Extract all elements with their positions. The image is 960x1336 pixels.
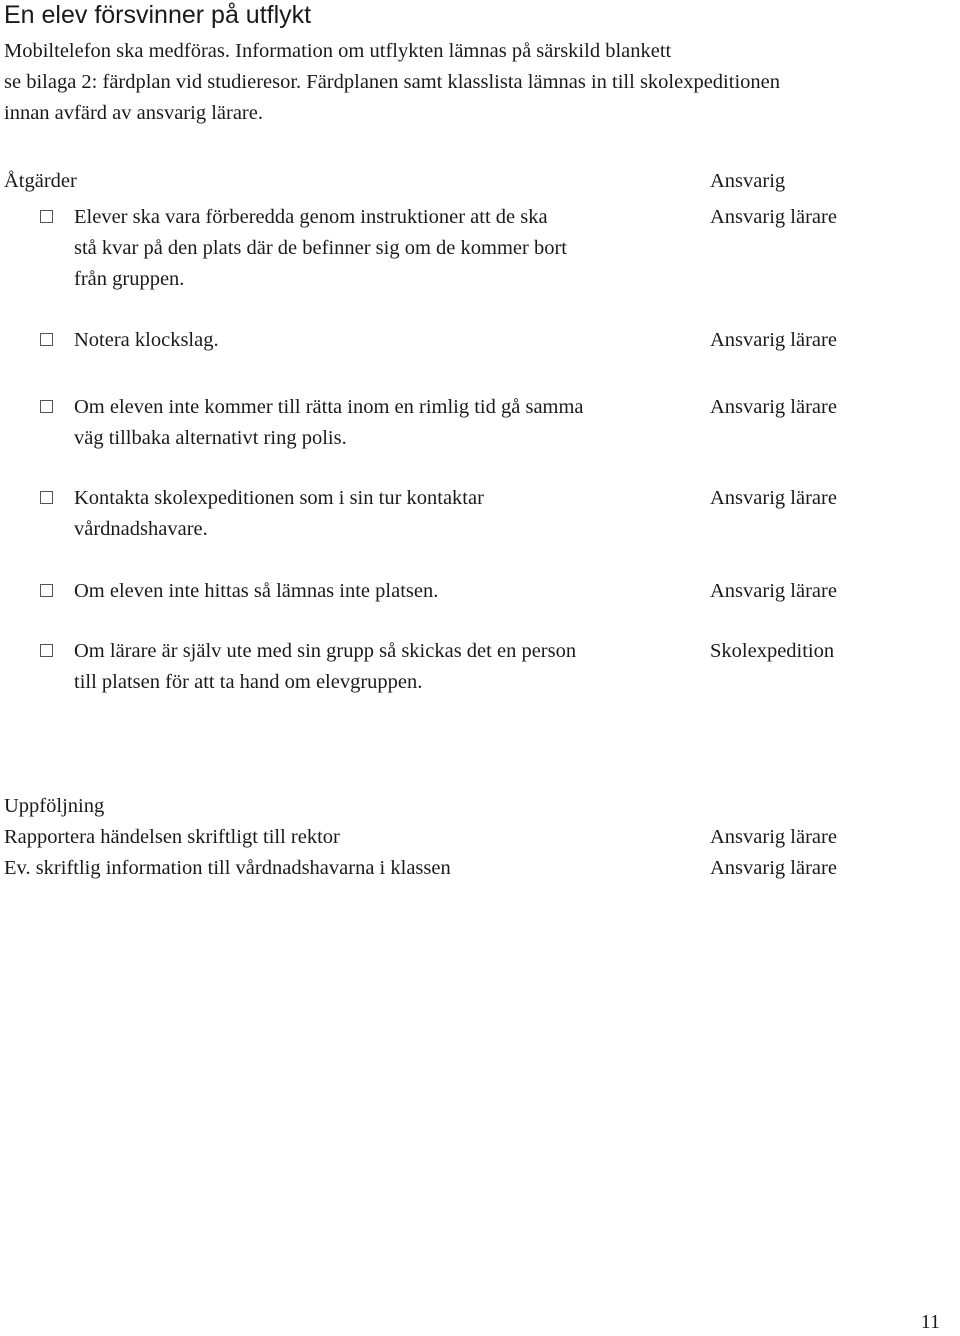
follow-up-row-responsible: Ansvarig lärare: [710, 826, 837, 848]
action-responsible: Skolexpedition: [710, 640, 835, 662]
checkbox-icon: [40, 491, 53, 504]
checkbox-icon: [40, 584, 53, 597]
follow-up-row-text: Rapportera händelsen skriftligt till rektor: [4, 826, 340, 848]
page-title: En elev försvinner på utflykt: [4, 1, 312, 29]
follow-up-heading: Uppföljning: [4, 795, 105, 817]
action-item-text: Om lärare är själv ute med sin grupp så skickas det en person till platsen för att ta hand om elevgruppen.: [74, 640, 577, 693]
follow-up-row-responsible: Ansvarig lärare: [710, 857, 837, 879]
action-responsible: Ansvarig lärare: [710, 206, 837, 228]
action-item-text: Elever ska vara förberedda genom instruktioner att de ska stå kvar på den plats där de befinner sig om de kommer bort från gruppen.: [74, 206, 567, 290]
checkbox-icon: [40, 333, 53, 346]
checkbox-icon: [40, 400, 53, 413]
page-number: 11: [920, 1311, 940, 1333]
checkbox-icon: [40, 210, 53, 223]
action-responsible: Ansvarig lärare: [710, 396, 837, 418]
intro-paragraph: [4, 36, 944, 129]
intro-line: Mobiltelefon ska medföras. Information om utflykten lämnas på särskild blankett: [4, 40, 672, 62]
action-item-text: Notera klockslag.: [74, 329, 219, 351]
actions-heading: Åtgärder: [4, 170, 77, 192]
action-responsible: Ansvarig lärare: [710, 329, 837, 351]
action-item-text: Om eleven inte hittas så lämnas inte platsen.: [74, 580, 439, 602]
follow-up-row-text: Ev. skriftlig information till vårdnadshavarna i klassen: [4, 857, 451, 879]
intro-line: innan avfärd av ansvarig lärare.: [4, 102, 263, 124]
checkbox-icon: [40, 644, 53, 657]
action-responsible: Ansvarig lärare: [710, 487, 837, 509]
action-responsible: Ansvarig lärare: [710, 580, 837, 602]
action-item-text: Kontakta skolexpeditionen som i sin tur kontaktar vårdnadshavare.: [74, 487, 484, 540]
action-item-text: Om eleven inte kommer till rätta inom en rimlig tid gå samma väg tillbaka alternativt ring polis.: [74, 396, 584, 449]
responsible-heading: Ansvarig: [710, 170, 786, 192]
intro-line: se bilaga 2: färdplan vid studieresor. Färdplanen samt klasslista lämnas in till skolexpeditionen: [4, 71, 780, 93]
